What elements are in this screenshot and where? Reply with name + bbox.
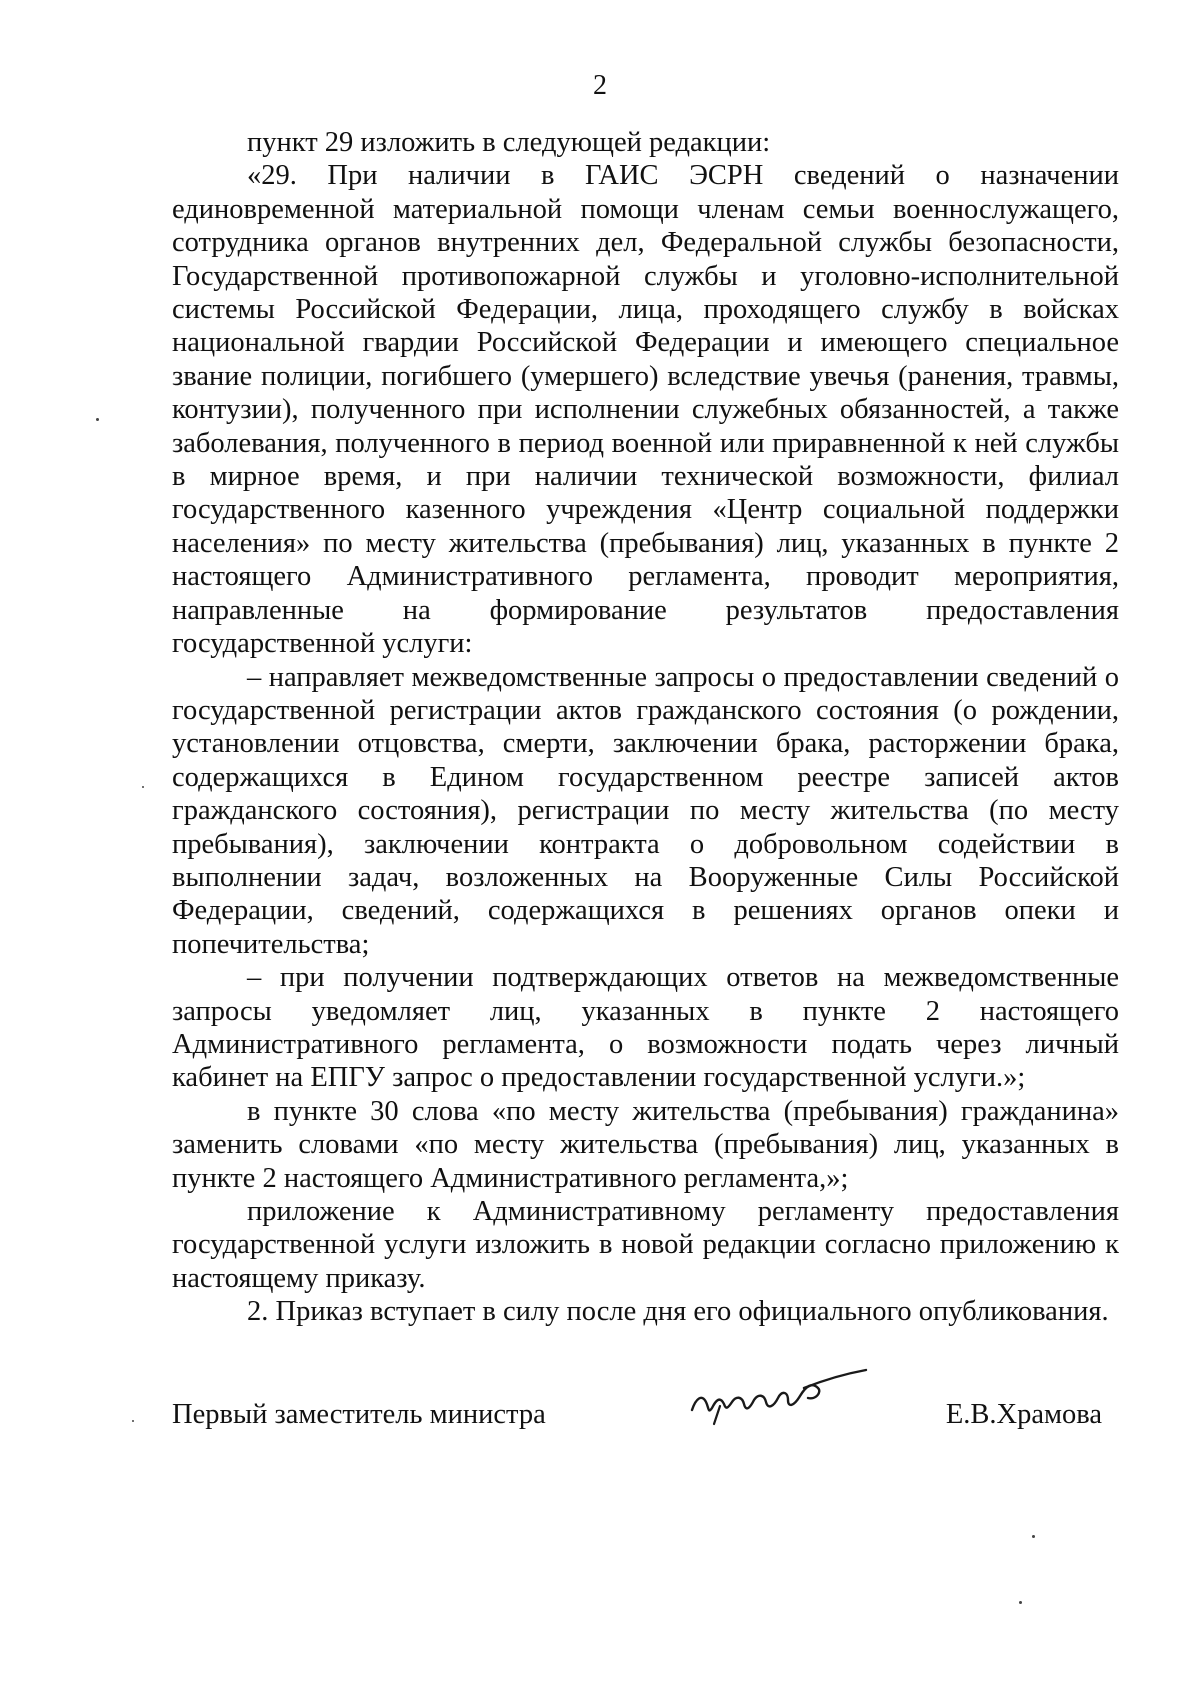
- paragraph-dash-notify: – при получении подтверждающих ответов на межведомственные запросы уведомляет лиц, указанных в пункте 2 настоящего Административного регламента, о возможности подать через личный кабинет на ЕПГУ запрос о предоставлении государственной услуги.»;: [172, 962, 1119, 1094]
- signature-block: [172, 1388, 1102, 1448]
- paragraph-point-30: в пункте 30 слова «по месту жительства (пребывания) гражданина» заменить словами «по месту жительства (пребывания) лиц, указанных в пункте 2 настоящего Административного регламента,»;: [172, 1095, 1119, 1194]
- signatory-name: Е.В.Храмова: [945, 1399, 1102, 1430]
- scan-speck: [1032, 1535, 1035, 1538]
- paragraph-appendix: приложение к Административному регламенту предоставления государственной услуги изложить в новой редакции согласно приложению к настоящему приказу.: [172, 1196, 1119, 1294]
- scan-speck: [1019, 1601, 1022, 1604]
- document-body: [172, 126, 1119, 1329]
- handwritten-signature: [684, 1358, 874, 1428]
- paragraph-dash-requests: – направляет межведомственные запросы о предоставлении сведений о государственной регистрации актов гражданского состояния (о рождении, установлении отцовства, смерти, заключении брака, расторжении брака, содержащихся в Едином государственном реестре записей актов гражданского состояния), регистрации по месту жительства (по месту пребывания), заключении контракта о добровольном содействии в выполнении задач, возложенных на Вооруженные Силы Российской Федерации, сведений, содержащихся в решениях органов опеки и попечительства;: [172, 661, 1119, 960]
- scan-speck: [132, 1420, 134, 1422]
- paragraph-intro: пункт 29 изложить в следующей редакции:: [247, 127, 771, 158]
- signatory-position: Первый заместитель министра: [172, 1399, 546, 1430]
- scan-speck: [142, 786, 144, 788]
- paragraph-entry-into-force: 2. Приказ вступает в силу после дня его официального опубликования.: [247, 1296, 1109, 1328]
- paragraph-point-29: «29. При наличии в ГАИС ЭСРН сведений о назначении единовременной материальной помощи членам семьи военнослужащего, сотрудника органов внутренних дел, Федеральной службы безопасности, Государственной противопожарной службы и уголовно-исполнительной системы Российской Федерации, лица, проходящего службу в войсках национальной гвардии Российской Федерации и имеющего специальное звание полиции, погибшего (умершего) вследствие увечья (ранения, травмы, контузии), полученного при исполнении служебных обязанностей, а также заболевания, полученного в период военной или приравненной к ней службы в мирное время, и при наличии технической возможности, филиал государственного казенного учреждения «Центр социальной поддержки населения» по месту жительства (пребывания) лиц, указанных в пункте 2 настоящего Административного регламента, проводит мероприятия, направленные на формирование результатов предоставления государственной услуги:: [172, 160, 1119, 660]
- page-number: 2: [593, 70, 607, 101]
- scan-speck: [96, 418, 99, 421]
